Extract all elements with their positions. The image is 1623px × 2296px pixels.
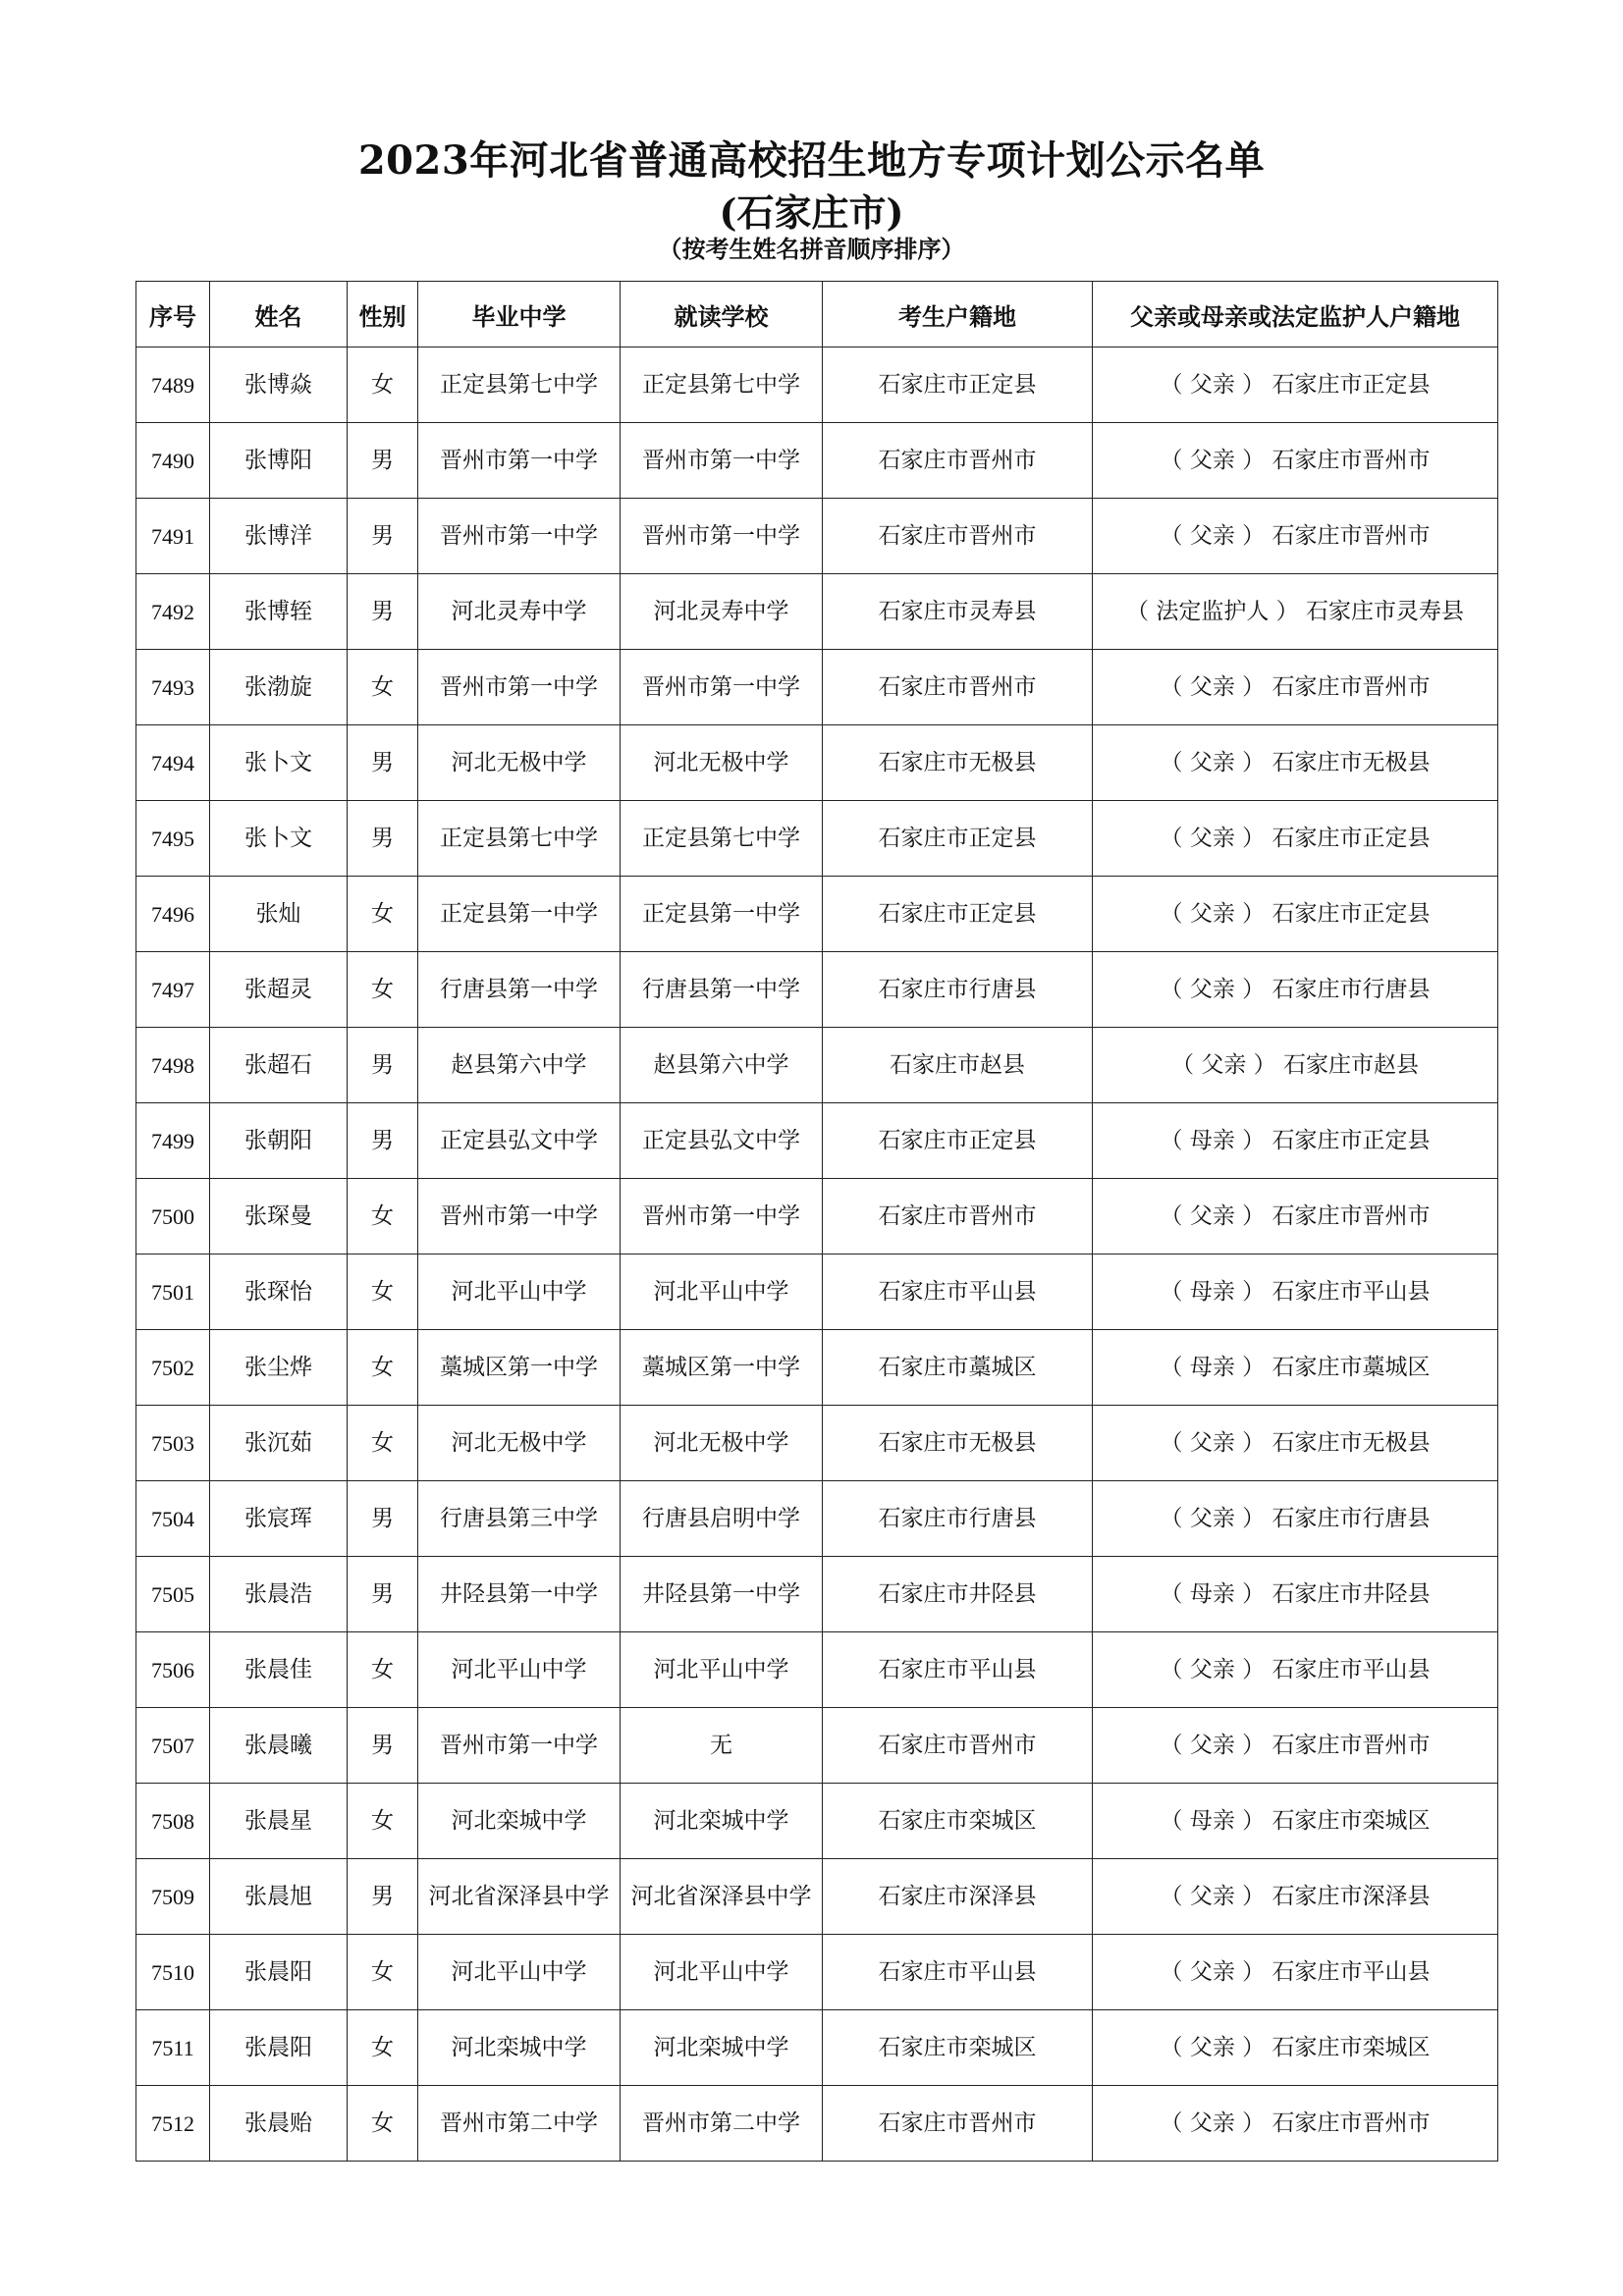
gender-cell: 女 xyxy=(348,1784,418,1859)
current-school-cell: 行唐县第一中学 xyxy=(621,952,823,1028)
seq-cell: 7490 xyxy=(136,423,210,499)
seq-cell: 7489 xyxy=(136,347,210,423)
guardian-hukou-cell: （ 母亲 ） 石家庄市藁城区 xyxy=(1093,1330,1498,1406)
student-hukou-cell: 石家庄市井陉县 xyxy=(823,1557,1093,1632)
seq-cell: 7498 xyxy=(136,1028,210,1103)
table-row xyxy=(136,952,1498,1028)
seq-cell: 7492 xyxy=(136,574,210,650)
gender-cell: 男 xyxy=(348,1557,418,1632)
seq-cell: 7500 xyxy=(136,1179,210,1255)
student-hukou-cell: 石家庄市晋州市 xyxy=(823,423,1093,499)
student-hukou-cell: 石家庄市晋州市 xyxy=(823,650,1093,725)
gender-cell: 男 xyxy=(348,801,418,877)
current-school-cell: 河北无极中学 xyxy=(621,1406,823,1481)
graduation-school-cell: 晋州市第一中学 xyxy=(418,650,621,725)
name-cell: 张尘烨 xyxy=(210,1330,348,1406)
name-cell: 张琛怡 xyxy=(210,1255,348,1330)
name-cell: 张博轾 xyxy=(210,574,348,650)
gender-cell: 女 xyxy=(348,952,418,1028)
guardian-hukou-cell: （ 父亲 ） 石家庄市无极县 xyxy=(1093,1406,1498,1481)
graduation-school-cell: 赵县第六中学 xyxy=(418,1028,621,1103)
table-row xyxy=(136,650,1498,725)
gender-cell: 男 xyxy=(348,1028,418,1103)
guardian-hukou-cell: （ 父亲 ） 石家庄市栾城区 xyxy=(1093,2010,1498,2086)
current-school-cell: 河北平山中学 xyxy=(621,1935,823,2010)
gender-cell: 女 xyxy=(348,1406,418,1481)
seq-cell: 7506 xyxy=(136,1632,210,1708)
gender-cell: 女 xyxy=(348,1935,418,2010)
table-row xyxy=(136,1935,1498,2010)
name-cell: 张晨贻 xyxy=(210,2086,348,2162)
graduation-school-cell: 河北省深泽县中学 xyxy=(418,1859,621,1935)
name-cell: 张晨浩 xyxy=(210,1557,348,1632)
table-row xyxy=(136,574,1498,650)
table-row xyxy=(136,1255,1498,1330)
graduation-school-cell: 正定县第七中学 xyxy=(418,347,621,423)
current-school-cell: 河北平山中学 xyxy=(621,1632,823,1708)
student-hukou-cell: 石家庄市正定县 xyxy=(823,801,1093,877)
guardian-hukou-cell: （ 父亲 ） 石家庄市晋州市 xyxy=(1093,499,1498,574)
gender-cell: 男 xyxy=(348,1103,418,1179)
student-hukou-cell: 石家庄市无极县 xyxy=(823,1406,1093,1481)
column-header-guardian-hukou: 父亲或母亲或法定监护人户籍地 xyxy=(1093,282,1498,347)
name-cell: 张朝阳 xyxy=(210,1103,348,1179)
guardian-hukou-cell: （ 父亲 ） 石家庄市正定县 xyxy=(1093,347,1498,423)
guardian-hukou-cell: （ 父亲 ） 石家庄市无极县 xyxy=(1093,725,1498,801)
seq-cell: 7495 xyxy=(136,801,210,877)
guardian-hukou-cell: （ 父亲 ） 石家庄市平山县 xyxy=(1093,1632,1498,1708)
gender-cell: 男 xyxy=(348,1708,418,1784)
current-school-cell: 河北无极中学 xyxy=(621,725,823,801)
gender-cell: 男 xyxy=(348,574,418,650)
student-hukou-cell: 石家庄市晋州市 xyxy=(823,1708,1093,1784)
name-cell: 张超灵 xyxy=(210,952,348,1028)
column-header-name: 姓名 xyxy=(210,282,348,347)
column-header-gender: 性别 xyxy=(348,282,418,347)
name-cell: 张琛曼 xyxy=(210,1179,348,1255)
current-school-cell: 河北省深泽县中学 xyxy=(621,1859,823,1935)
name-cell: 张超石 xyxy=(210,1028,348,1103)
current-school-cell: 赵县第六中学 xyxy=(621,1028,823,1103)
gender-cell: 女 xyxy=(348,347,418,423)
name-cell: 张晨阳 xyxy=(210,1935,348,2010)
guardian-hukou-cell: （ 父亲 ） 石家庄市行唐县 xyxy=(1093,1481,1498,1557)
graduation-school-cell: 河北栾城中学 xyxy=(418,2010,621,2086)
seq-cell: 7502 xyxy=(136,1330,210,1406)
student-hukou-cell: 石家庄市栾城区 xyxy=(823,2010,1093,2086)
guardian-hukou-cell: （ 父亲 ） 石家庄市平山县 xyxy=(1093,1935,1498,2010)
name-cell: 张晨佳 xyxy=(210,1632,348,1708)
gender-cell: 男 xyxy=(348,1481,418,1557)
graduation-school-cell: 河北无极中学 xyxy=(418,725,621,801)
guardian-hukou-cell: （ 母亲 ） 石家庄市正定县 xyxy=(1093,1103,1498,1179)
student-hukou-cell: 石家庄市晋州市 xyxy=(823,499,1093,574)
table-row xyxy=(136,725,1498,801)
current-school-cell: 晋州市第一中学 xyxy=(621,650,823,725)
name-cell: 张晨阳 xyxy=(210,2010,348,2086)
guardian-hukou-cell: （ 法定监护人 ） 石家庄市灵寿县 xyxy=(1093,574,1498,650)
graduation-school-cell: 藁城区第一中学 xyxy=(418,1330,621,1406)
student-hukou-cell: 石家庄市晋州市 xyxy=(823,1179,1093,1255)
table-row xyxy=(136,1406,1498,1481)
graduation-school-cell: 晋州市第一中学 xyxy=(418,423,621,499)
graduation-school-cell: 河北平山中学 xyxy=(418,1935,621,2010)
name-cell: 张卜文 xyxy=(210,801,348,877)
graduation-school-cell: 正定县第七中学 xyxy=(418,801,621,877)
guardian-hukou-cell: （ 父亲 ） 石家庄市晋州市 xyxy=(1093,2086,1498,2162)
seq-cell: 7496 xyxy=(136,877,210,952)
graduation-school-cell: 行唐县第一中学 xyxy=(418,952,621,1028)
seq-cell: 7512 xyxy=(136,2086,210,2162)
sort-note: （按考生姓名拼音顺序排序） xyxy=(658,235,965,263)
guardian-hukou-cell: （ 父亲 ） 石家庄市赵县 xyxy=(1093,1028,1498,1103)
seq-cell: 7501 xyxy=(136,1255,210,1330)
table-row xyxy=(136,1028,1498,1103)
student-hukou-cell: 石家庄市正定县 xyxy=(823,877,1093,952)
gender-cell: 女 xyxy=(348,1255,418,1330)
name-cell: 张博洋 xyxy=(210,499,348,574)
current-school-cell: 正定县弘文中学 xyxy=(621,1103,823,1179)
current-school-cell: 河北栾城中学 xyxy=(621,2010,823,2086)
table-row xyxy=(136,1557,1498,1632)
graduation-school-cell: 行唐县第三中学 xyxy=(418,1481,621,1557)
name-cell: 张渤旋 xyxy=(210,650,348,725)
column-header-graduation-school: 毕业中学 xyxy=(418,282,621,347)
table-row xyxy=(136,801,1498,877)
seq-cell: 7499 xyxy=(136,1103,210,1179)
student-hukou-cell: 石家庄市平山县 xyxy=(823,1255,1093,1330)
table-row xyxy=(136,877,1498,952)
seq-cell: 7491 xyxy=(136,499,210,574)
seq-cell: 7497 xyxy=(136,952,210,1028)
student-hukou-cell: 石家庄市晋州市 xyxy=(823,2086,1093,2162)
table-row xyxy=(136,347,1498,423)
current-school-cell: 河北平山中学 xyxy=(621,1255,823,1330)
guardian-hukou-cell: （ 母亲 ） 石家庄市栾城区 xyxy=(1093,1784,1498,1859)
seq-cell: 7508 xyxy=(136,1784,210,1859)
guardian-hukou-cell: （ 父亲 ） 石家庄市深泽县 xyxy=(1093,1859,1498,1935)
gender-cell: 女 xyxy=(348,1632,418,1708)
seq-cell: 7510 xyxy=(136,1935,210,2010)
graduation-school-cell: 正定县弘文中学 xyxy=(418,1103,621,1179)
seq-cell: 7493 xyxy=(136,650,210,725)
gender-cell: 女 xyxy=(348,2086,418,2162)
student-hukou-cell: 石家庄市平山县 xyxy=(823,1935,1093,2010)
table-row xyxy=(136,2086,1498,2162)
table-body xyxy=(136,347,1498,2162)
student-hukou-cell: 石家庄市平山县 xyxy=(823,1632,1093,1708)
column-header-seq: 序号 xyxy=(136,282,210,347)
graduation-school-cell: 晋州市第一中学 xyxy=(418,499,621,574)
name-cell: 张晨星 xyxy=(210,1784,348,1859)
gender-cell: 男 xyxy=(348,725,418,801)
guardian-hukou-cell: （ 父亲 ） 石家庄市正定县 xyxy=(1093,877,1498,952)
column-header-current-school: 就读学校 xyxy=(621,282,823,347)
seq-cell: 7505 xyxy=(136,1557,210,1632)
table-row xyxy=(136,423,1498,499)
name-cell: 张晨旭 xyxy=(210,1859,348,1935)
current-school-cell: 正定县第七中学 xyxy=(621,801,823,877)
gender-cell: 女 xyxy=(348,2010,418,2086)
table-row xyxy=(136,1632,1498,1708)
seq-cell: 7507 xyxy=(136,1708,210,1784)
seq-cell: 7494 xyxy=(136,725,210,801)
guardian-hukou-cell: （ 父亲 ） 石家庄市行唐县 xyxy=(1093,952,1498,1028)
student-hukou-cell: 石家庄市藁城区 xyxy=(823,1330,1093,1406)
guardian-hukou-cell: （ 父亲 ） 石家庄市晋州市 xyxy=(1093,650,1498,725)
student-hukou-cell: 石家庄市正定县 xyxy=(823,1103,1093,1179)
gender-cell: 男 xyxy=(348,423,418,499)
gender-cell: 女 xyxy=(348,650,418,725)
guardian-hukou-cell: （ 父亲 ） 石家庄市晋州市 xyxy=(1093,1179,1498,1255)
graduation-school-cell: 井陉县第一中学 xyxy=(418,1557,621,1632)
column-header-student-hukou: 考生户籍地 xyxy=(823,282,1093,347)
student-hukou-cell: 石家庄市正定县 xyxy=(823,347,1093,423)
current-school-cell: 河北灵寿中学 xyxy=(621,574,823,650)
student-hukou-cell: 石家庄市行唐县 xyxy=(823,952,1093,1028)
guardian-hukou-cell: （ 父亲 ） 石家庄市晋州市 xyxy=(1093,423,1498,499)
guardian-hukou-cell: （ 母亲 ） 石家庄市平山县 xyxy=(1093,1255,1498,1330)
name-cell: 张卜文 xyxy=(210,725,348,801)
name-cell: 张灿 xyxy=(210,877,348,952)
graduation-school-cell: 晋州市第一中学 xyxy=(418,1708,621,1784)
current-school-cell: 无 xyxy=(621,1708,823,1784)
seq-cell: 7503 xyxy=(136,1406,210,1481)
name-cell: 张博焱 xyxy=(210,347,348,423)
current-school-cell: 行唐县启明中学 xyxy=(621,1481,823,1557)
current-school-cell: 晋州市第二中学 xyxy=(621,2086,823,2162)
graduation-school-cell: 河北平山中学 xyxy=(418,1632,621,1708)
graduation-school-cell: 河北栾城中学 xyxy=(418,1784,621,1859)
roster-table xyxy=(135,281,1498,2162)
table-row xyxy=(136,2010,1498,2086)
student-hukou-cell: 石家庄市赵县 xyxy=(823,1028,1093,1103)
current-school-cell: 井陉县第一中学 xyxy=(621,1557,823,1632)
graduation-school-cell: 河北灵寿中学 xyxy=(418,574,621,650)
graduation-school-cell: 河北无极中学 xyxy=(418,1406,621,1481)
page-subtitle: (石家庄市) xyxy=(719,190,904,235)
graduation-school-cell: 晋州市第二中学 xyxy=(418,2086,621,2162)
current-school-cell: 正定县第一中学 xyxy=(621,877,823,952)
name-cell: 张晨曦 xyxy=(210,1708,348,1784)
graduation-school-cell: 河北平山中学 xyxy=(418,1255,621,1330)
table-row xyxy=(136,1708,1498,1784)
table-row xyxy=(136,1481,1498,1557)
seq-cell: 7504 xyxy=(136,1481,210,1557)
student-hukou-cell: 石家庄市灵寿县 xyxy=(823,574,1093,650)
student-hukou-cell: 石家庄市无极县 xyxy=(823,725,1093,801)
student-hukou-cell: 石家庄市行唐县 xyxy=(823,1481,1093,1557)
gender-cell: 女 xyxy=(348,1179,418,1255)
table-header xyxy=(136,282,1498,347)
current-school-cell: 藁城区第一中学 xyxy=(621,1330,823,1406)
gender-cell: 男 xyxy=(348,1859,418,1935)
guardian-hukou-cell: （ 父亲 ） 石家庄市晋州市 xyxy=(1093,1708,1498,1784)
current-school-cell: 晋州市第一中学 xyxy=(621,423,823,499)
graduation-school-cell: 正定县第一中学 xyxy=(418,877,621,952)
current-school-cell: 正定县第七中学 xyxy=(621,347,823,423)
current-school-cell: 晋州市第一中学 xyxy=(621,1179,823,1255)
seq-cell: 7511 xyxy=(136,2010,210,2086)
gender-cell: 男 xyxy=(348,499,418,574)
seq-cell: 7509 xyxy=(136,1859,210,1935)
header-row xyxy=(136,282,1498,347)
guardian-hukou-cell: （ 父亲 ） 石家庄市正定县 xyxy=(1093,801,1498,877)
page-title: 2023年河北省普通高校招生地方专项计划公示名单 xyxy=(357,137,1266,184)
table-row xyxy=(136,1103,1498,1179)
table-row xyxy=(136,1330,1498,1406)
table-row xyxy=(136,499,1498,574)
current-school-cell: 晋州市第一中学 xyxy=(621,499,823,574)
table-row xyxy=(136,1784,1498,1859)
student-hukou-cell: 石家庄市栾城区 xyxy=(823,1784,1093,1859)
current-school-cell: 河北栾城中学 xyxy=(621,1784,823,1859)
guardian-hukou-cell: （ 母亲 ） 石家庄市井陉县 xyxy=(1093,1557,1498,1632)
name-cell: 张宸珲 xyxy=(210,1481,348,1557)
table-row xyxy=(136,1859,1498,1935)
name-cell: 张沉茹 xyxy=(210,1406,348,1481)
table-row xyxy=(136,1179,1498,1255)
graduation-school-cell: 晋州市第一中学 xyxy=(418,1179,621,1255)
gender-cell: 女 xyxy=(348,877,418,952)
name-cell: 张博阳 xyxy=(210,423,348,499)
student-hukou-cell: 石家庄市深泽县 xyxy=(823,1859,1093,1935)
gender-cell: 女 xyxy=(348,1330,418,1406)
